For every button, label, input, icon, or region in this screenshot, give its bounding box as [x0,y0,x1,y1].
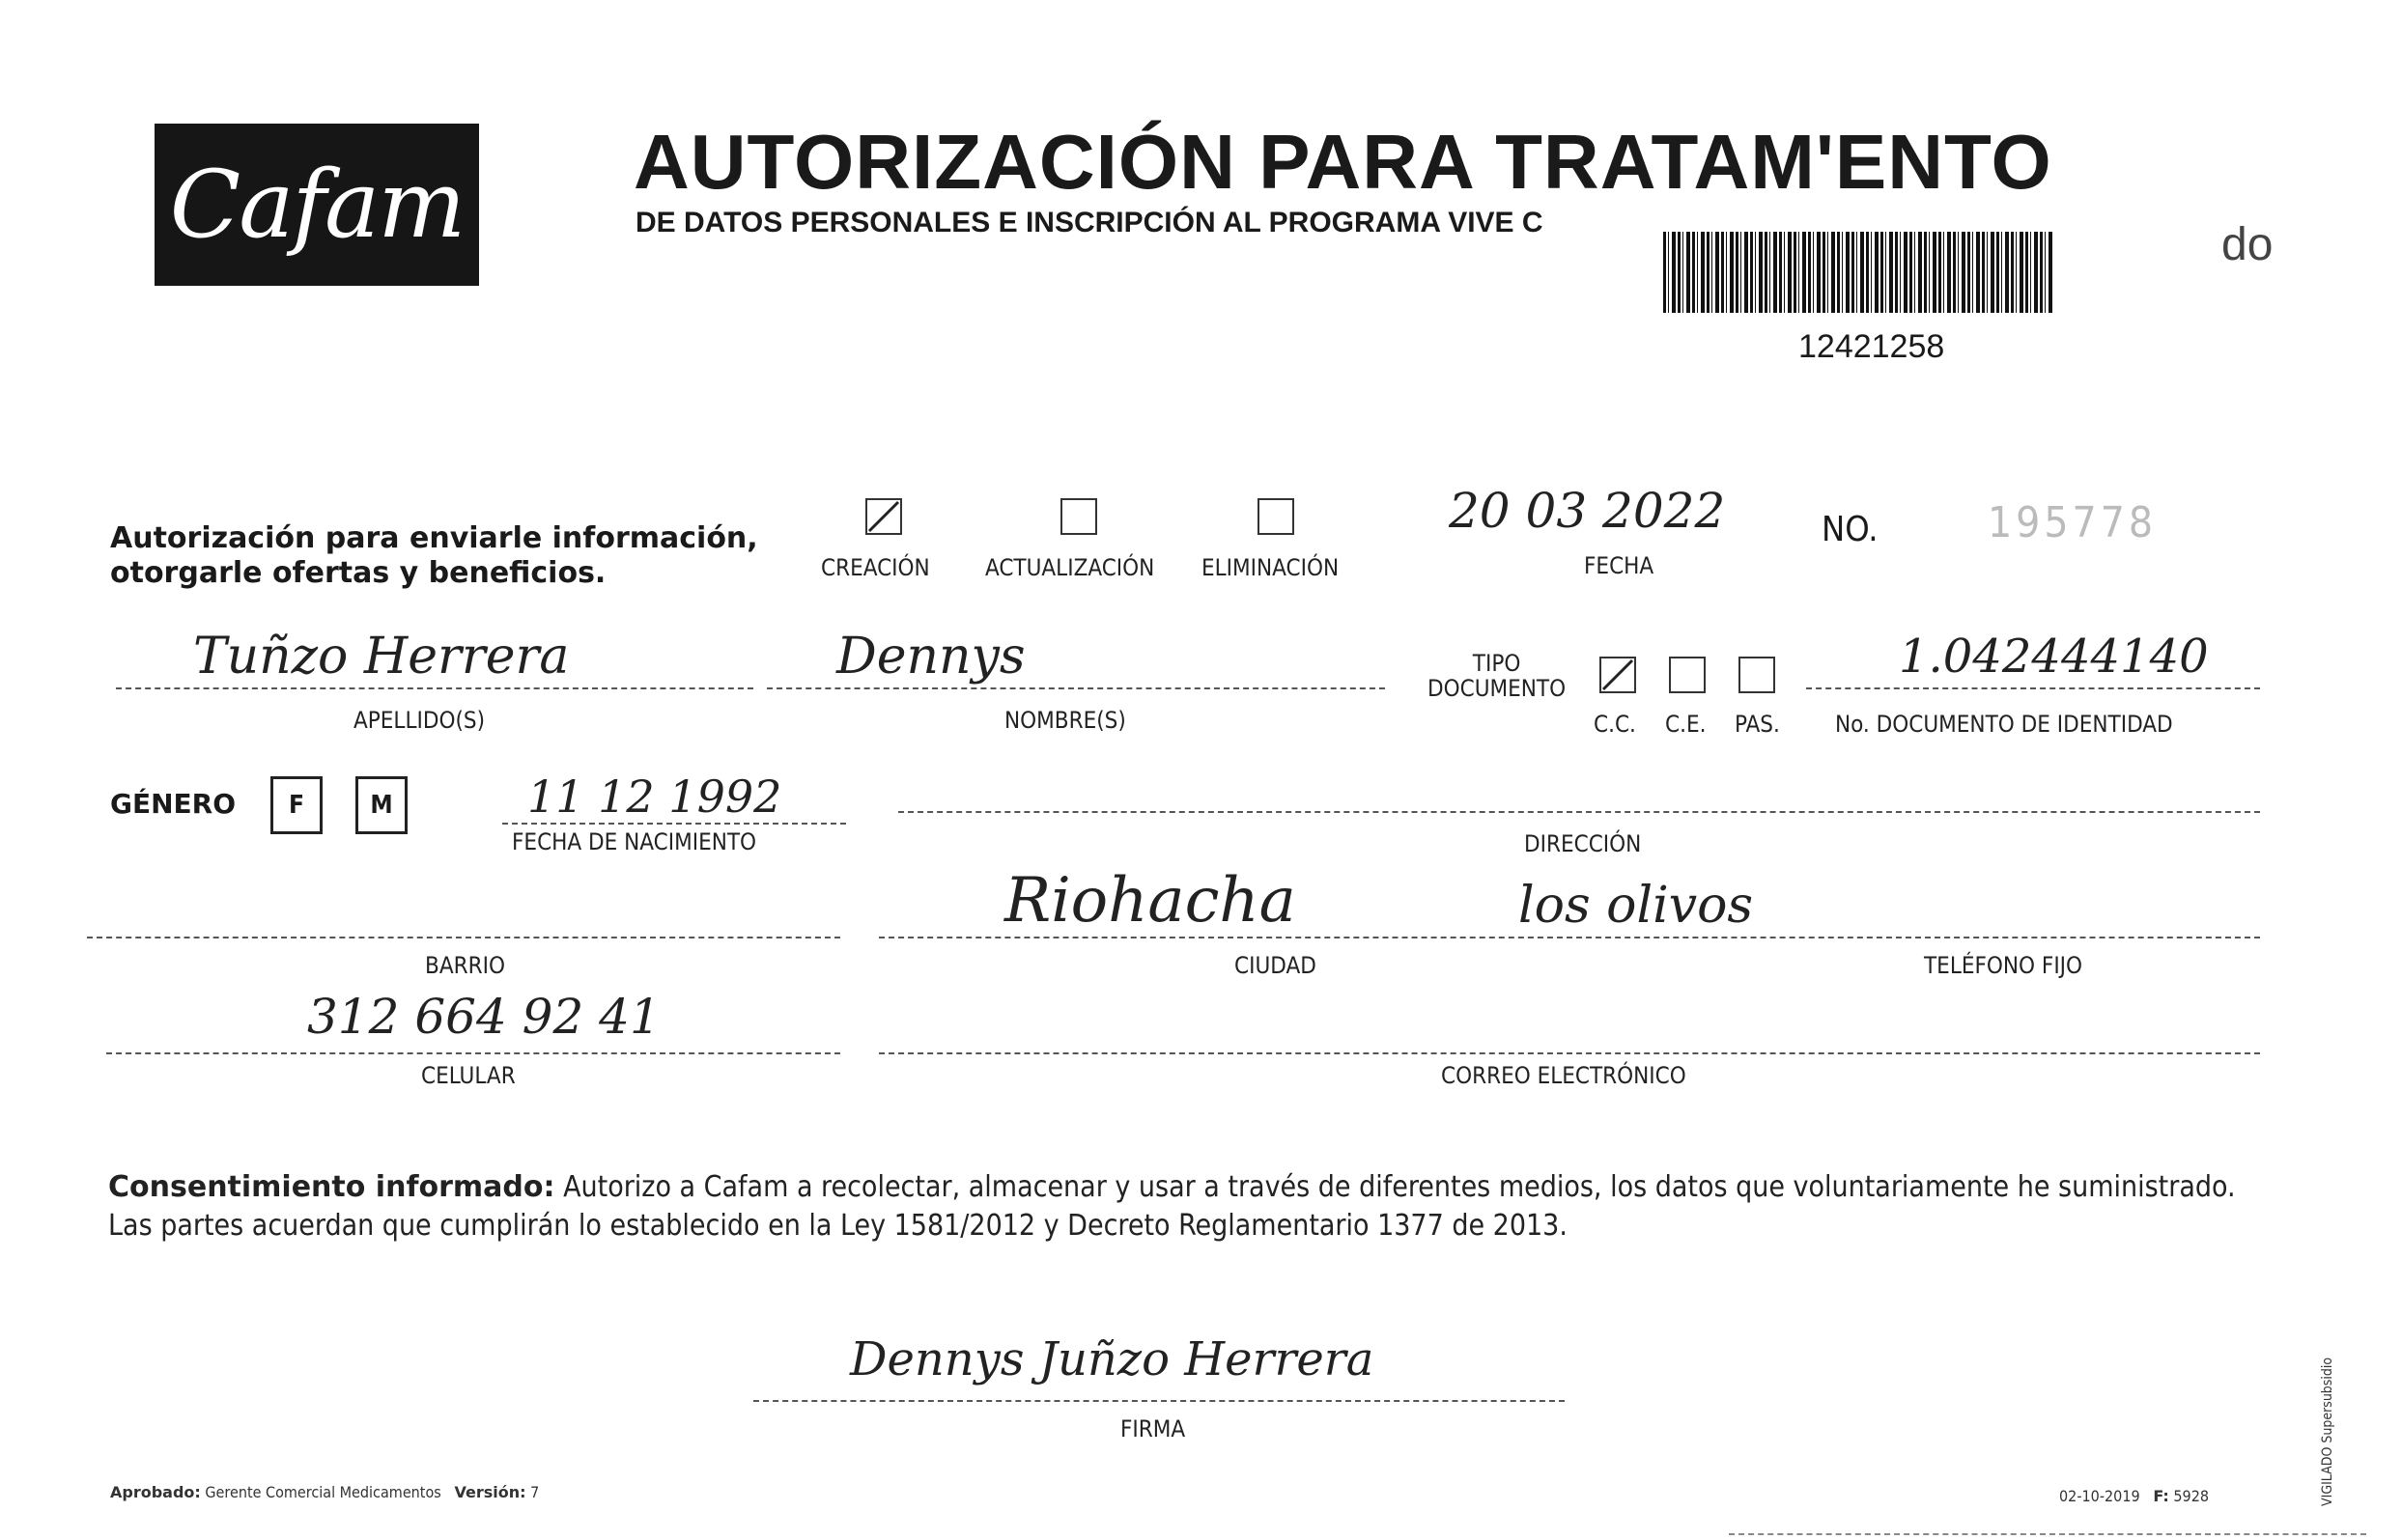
ciudad-line [879,937,2260,938]
tipo-label-line2: DOCUMENTO [1427,675,1567,702]
corner-text: do [2221,219,2274,270]
label-pas: PAS. [1735,711,1780,738]
form-subtitle: DE DATOS PERSONALES E INSCRIPCIÓN AL PROGRAMA VIVE C [636,207,1543,238]
version-value: 7 [530,1483,540,1501]
barrio-label: BARRIO [425,952,505,979]
fecha-label: FECHA [1584,552,1654,579]
checkbox-pas[interactable] [1738,657,1775,693]
celular-label: CELULAR [421,1062,516,1089]
checkbox-ce[interactable] [1669,657,1706,693]
form-title: AUTORIZACIÓN PARA TRATAM'ENTO [634,119,2052,205]
tipo-documento-label [1427,651,1566,701]
tipo-label-line1: TIPO [1472,650,1521,677]
documento-label: No. DOCUMENTO DE IDENTIDAD [1835,711,2173,738]
genero-m-box[interactable] [355,776,408,834]
apellidos-line [116,687,753,689]
vigilado-text: VIGILADO Supersubsidio [2320,1357,2335,1506]
documento-line [1806,687,2260,689]
barrio-line [87,937,840,938]
authorization-text-line1: Autorización para enviarle información, [110,521,758,555]
authorization-text-line2: otorgarle ofertas y beneficios. [110,556,607,590]
apellidos-value[interactable]: Tuñzo Herrera [193,628,570,686]
ciudad-label: CIUDAD [1234,952,1316,979]
bottom-dash-line [1729,1533,2366,1535]
genero-f-box[interactable] [270,776,323,834]
firma-label: FIRMA [1120,1415,1186,1442]
direccion-line [898,811,2260,813]
code-value: 5928 [2173,1487,2210,1505]
barcode-image [1663,232,2053,313]
telefono-fijo-label: TELÉFONO FIJO [1924,952,2083,979]
logo-text: Cafam [169,151,465,259]
no-label: NO. [1822,510,1879,549]
genero-f-label: F [289,791,304,820]
fecha-nacimiento-value[interactable]: 11 12 1992 [527,770,782,823]
correo-line [879,1052,2260,1054]
aprobado-value: Gerente Comercial Medicamentos [205,1483,441,1501]
code-label: F: [2153,1487,2169,1505]
footer-date: 02-10-2019 [2059,1487,2140,1505]
check-mark-icon [867,500,900,533]
genero-label: GÉNERO [110,788,237,820]
barrio-extra-value[interactable]: los olivos [1518,877,1754,935]
direccion-label: DIRECCIÓN [1524,830,1642,857]
label-cc: C.C. [1594,711,1636,738]
fecha-value: 20 03 2022 [1449,483,1726,539]
fecha-nacimiento-label: FECHA DE NACIMIENTO [512,828,757,855]
genero-m-label: M [370,791,393,820]
firma-value[interactable]: Dennys Juñzo Herrera [850,1332,1374,1386]
checkbox-actualizacion[interactable] [1060,498,1097,535]
footer-approval [110,1483,539,1501]
label-eliminacion: ELIMINACIÓN [1201,554,1340,581]
apellidos-label: APELLIDO(S) [353,707,486,734]
label-ce: C.E. [1665,711,1707,738]
correo-label: CORREO ELECTRÓNICO [1441,1062,1686,1089]
checkbox-creacion[interactable] [865,498,902,535]
consent-bold: Consentimiento informado: [108,1170,555,1204]
firma-line [753,1400,1565,1402]
consent-paragraph [108,1168,2252,1246]
consent-text: Autorizo a Cafam a recolectar, almacenar y usar a través de diferentes medios, los datos que voluntariamente he suministrado. Las partes acuerdan que cumplirán lo establecido en la Ley 1581/2012 y Decreto Reglamentario 1377 de 2013. [108,1170,2236,1243]
nombres-value[interactable]: Dennys [836,628,1026,686]
aprobado-label: Aprobado: [110,1483,201,1501]
check-mark-icon [1601,658,1634,691]
documento-value[interactable]: 1.042444140 [1899,630,2209,684]
ciudad-value[interactable]: Riohacha [1004,865,1296,937]
celular-value[interactable]: 312 664 92 41 [307,989,661,1045]
no-value: 195778 [1988,498,2158,547]
barcode-number: 12421258 [1798,328,1945,365]
checkbox-eliminacion[interactable] [1258,498,1294,535]
celular-line [106,1052,840,1054]
authorization-text [110,521,758,591]
cafam-logo [155,124,479,286]
fecha-nacimiento-line [502,823,846,825]
checkbox-cc[interactable] [1599,657,1636,693]
label-creacion: CREACIÓN [821,554,930,581]
label-actualizacion: ACTUALIZACIÓN [985,554,1155,581]
nombres-label: NOMBRE(S) [1004,707,1126,734]
version-label: Versión: [454,1483,526,1501]
footer-date-code [2059,1487,2209,1505]
nombres-line [767,687,1385,689]
